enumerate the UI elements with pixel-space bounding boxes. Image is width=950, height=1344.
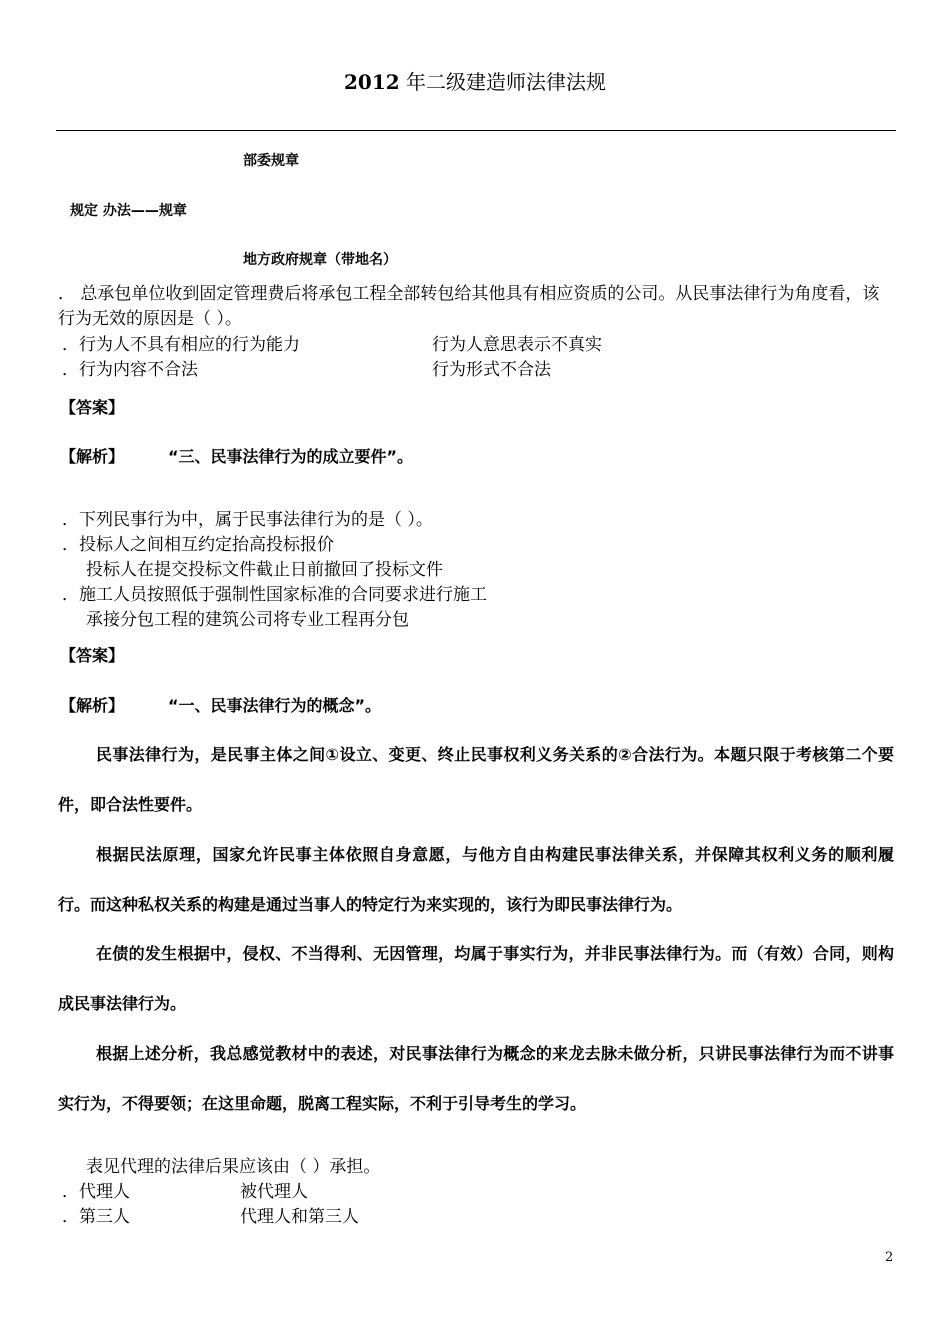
question-1-analysis-label: 【解析】	[60, 447, 125, 466]
question-3-option-a: ．代理人	[62, 1182, 130, 1202]
header-rule	[56, 130, 896, 131]
question-1-option-a: ．行为人不具有相应的行为能力	[62, 335, 300, 355]
question-2-analysis-text: “一、民事法律行为的概念”。	[168, 696, 382, 715]
question-1-option-b: 行为人意思表示不真实	[432, 335, 602, 355]
analysis-paragraph-1: 民事法律行为，是民事主体之间①设立、变更、终止民事权利义务关系的②合法行为。本题只限于考核第二个要件，即合法性要件。	[58, 745, 894, 814]
analysis-paragraph-2: 根据民法原理，国家允许民事主体依照自身意愿，与他方自由构建民事法律关系，并保障其权利义务的顺利履行。而这种私权关系的构建是通过当事人的特定行为来实现的，该行为即民事法律行为。	[58, 845, 894, 914]
question-3-stem: 表见代理的法律后果应该由（ ）承担。	[86, 1157, 381, 1177]
title-year: 2012	[343, 70, 400, 94]
question-2-answer-label: 【答案】	[60, 646, 125, 665]
question-2-option-b: 投标人在提交投标文件截止日前撤回了投标文件	[86, 560, 443, 580]
question-3-option-b: 被代理人	[240, 1182, 308, 1202]
question-1-option-c: ．行为内容不合法	[62, 360, 198, 380]
page-number: 2	[885, 1250, 894, 1265]
question-2-option-a: ．投标人之间相互约定抬高投标报价	[62, 535, 334, 555]
question-3-option-c: ．第三人	[62, 1207, 130, 1227]
question-1-option-d: 行为形式不合法	[432, 360, 551, 380]
question-2-option-c: ．施工人员按照低于强制性国家标准的合同要求进行施工	[62, 585, 487, 605]
note-regulations: 规定 办法——规章	[70, 203, 187, 219]
question-1-answer-label: 【答案】	[60, 398, 125, 417]
note-ministry-rules: 部委规章	[243, 153, 299, 169]
analysis-paragraph-3: 在债的发生根据中，侵权、不当得利、无因管理，均属于事实行为，并非民事法律行为。而（有效）合同，则构成民事法律行为。	[58, 944, 894, 1013]
title-text: 年二级建造师法律法规	[406, 70, 607, 94]
question-2-stem: ．下列民事行为中，属于民事法律行为的是（ ）。	[62, 510, 433, 530]
note-local-rules: 地方政府规章（带地名）	[243, 252, 397, 268]
question-3-option-d: 代理人和第三人	[240, 1207, 359, 1227]
analysis-paragraph-4: 根据上述分析，我总感觉教材中的表述，对民事法律行为概念的来龙去脉未做分析，只讲民事法律行为而不讲事实行为，不得要领；在这里命题，脱离工程实际，不利于引导考生的学习。	[58, 1044, 894, 1113]
question-1-stem: ． 总承包单位收到固定管理费后将承包工程全部转包给其他具有相应资质的公司。从民事法律行为角度看，该行为无效的原因是（ ）。	[58, 284, 880, 329]
question-1-analysis-text: “三、民事法律行为的成立要件”。	[168, 447, 414, 466]
question-2-analysis-label: 【解析】	[60, 696, 125, 715]
page-title	[0, 66, 950, 95]
question-2-option-d: 承接分包工程的建筑公司将专业工程再分包	[86, 610, 409, 630]
